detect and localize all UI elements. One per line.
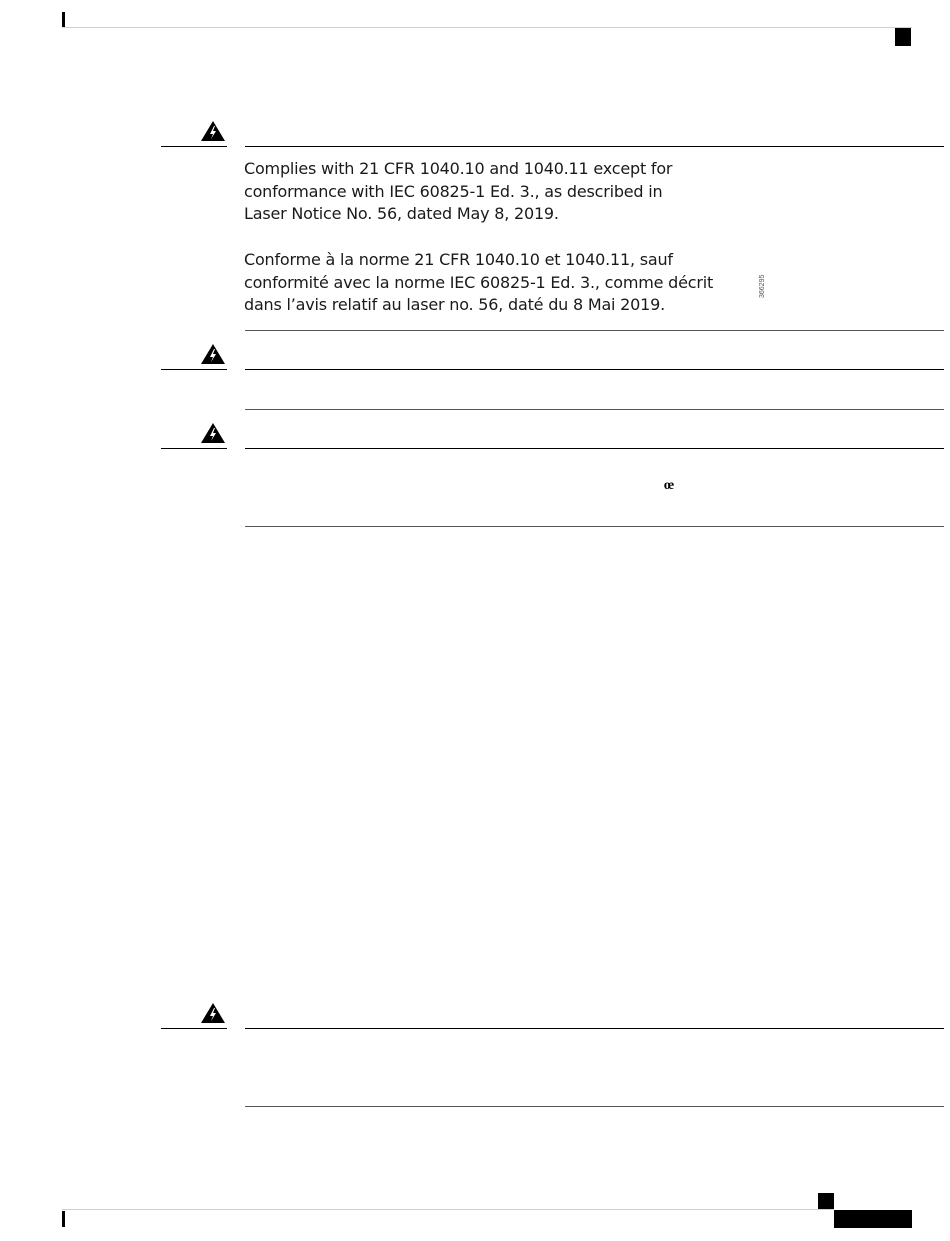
- warning-top-rule: [245, 146, 944, 147]
- warning-top-rule: [245, 369, 944, 370]
- warning-top-rule: [245, 448, 944, 449]
- laser-label-french: Conforme à la norme 21 CFR 1040.10 et 1040.11, sauf conformité avec la norme IEC 60825-1 Ed. 3., comme décrit dans l’avis relatif au laser no. 56, daté du 8 Mai 2019.: [244, 250, 714, 314]
- warning-left-rule: [161, 369, 227, 370]
- header-rule: [62, 27, 912, 28]
- warning-triangle-icon: [200, 422, 226, 444]
- footer-rule: [62, 1209, 834, 1210]
- warning-triangle-icon: [200, 120, 226, 142]
- warning-triangle-icon: [200, 343, 226, 365]
- figure-number: 366295: [759, 274, 766, 298]
- warning-bottom-rule: [245, 330, 944, 331]
- warning-left-rule: [161, 1028, 227, 1029]
- ligature-glyph: œ: [664, 478, 675, 493]
- header-edge-tick: [62, 12, 65, 28]
- warning-top-rule: [245, 1028, 944, 1029]
- warning-left-rule: [161, 448, 227, 449]
- warning-bottom-rule: [245, 526, 944, 527]
- laser-label-english: Complies with 21 CFR 1040.10 and 1040.11 except for conformance with IEC 60825-1 Ed. 3., as described in Laser Notice No. 56, dated May 8, 2019.: [244, 159, 673, 223]
- warning-bottom-rule: [245, 409, 944, 410]
- warning-left-rule: [161, 146, 227, 147]
- footer-edge-tick: [62, 1211, 65, 1227]
- footer-page-tab: [834, 1210, 912, 1228]
- warning-triangle-icon: [200, 1002, 226, 1024]
- warning-bottom-rule: [245, 1106, 944, 1107]
- footer-corner-block: [818, 1193, 834, 1209]
- header-corner-block: [895, 28, 911, 46]
